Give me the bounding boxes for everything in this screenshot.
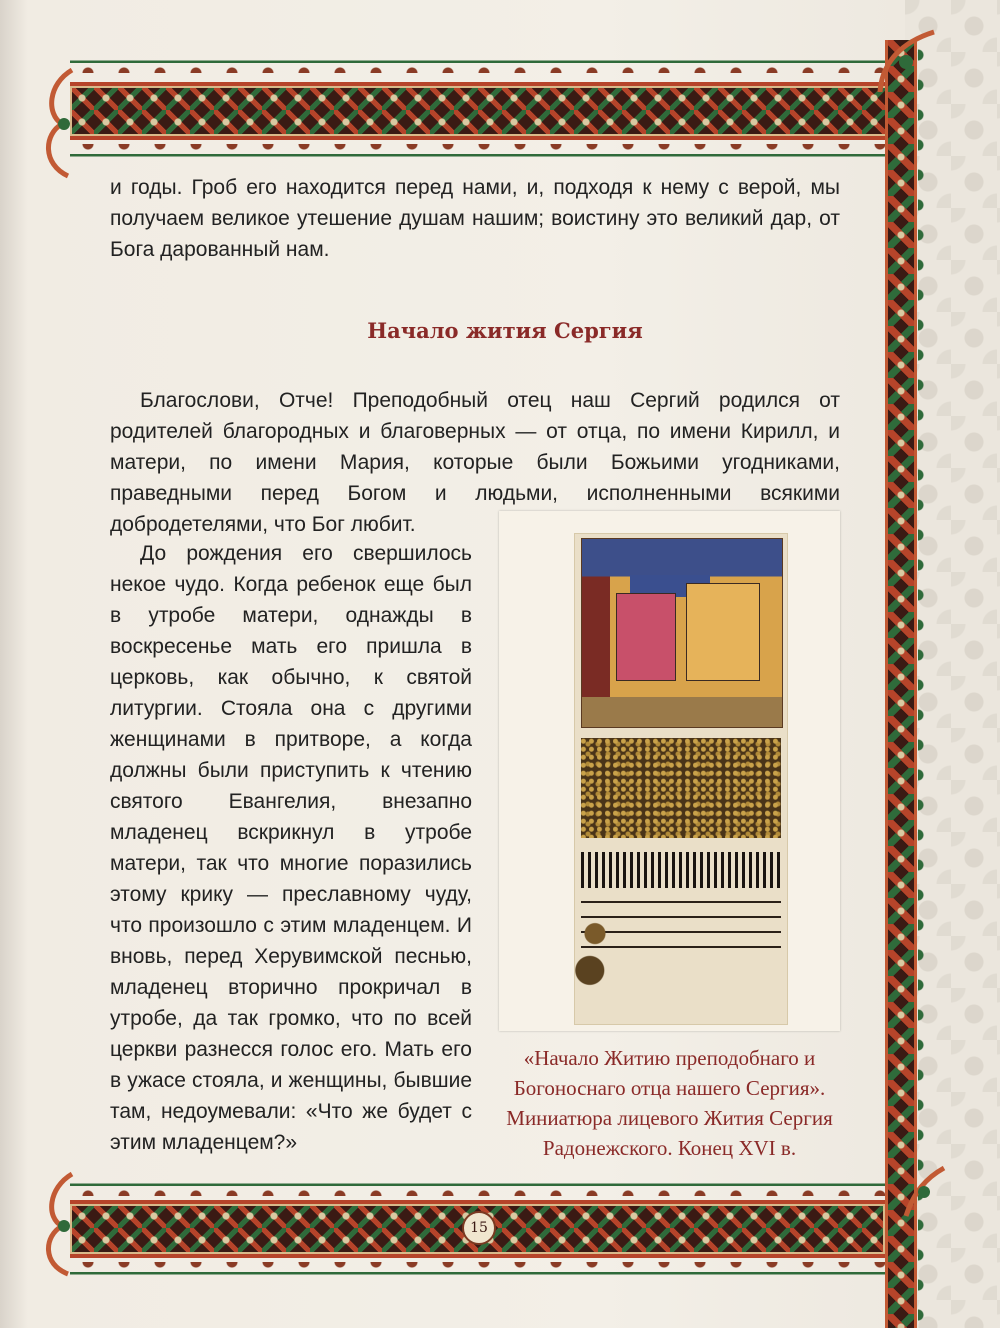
manuscript-illustration <box>499 511 840 1031</box>
miniature-painting <box>581 538 783 728</box>
manuscript-leaf <box>574 533 788 1025</box>
bottom-left-flourish-icon <box>28 1168 78 1280</box>
top-paragraph: и годы. Гроб его находится перед нами, и, подходя к нему с верой, мы получаем великое утешение душам нашим; воистину это великий дар, от Бога дарованный нам. <box>110 176 840 261</box>
top-left-flourish-icon <box>28 64 78 182</box>
right-ornamental-border <box>885 40 917 1328</box>
illustration-caption: «Начало Житию преподобнаго и Богоноснаго отца нашего Сергия». Миниатюра лицевого Жития Сергия Радонежского. Конец XVI в. <box>506 1046 833 1160</box>
bottom-border-fringe-lower <box>70 1262 885 1280</box>
top-border-fringe <box>70 55 905 73</box>
top-ornamental-border <box>70 82 905 140</box>
section-title: Начало жития Сергия <box>367 318 643 343</box>
right-border-fringe <box>918 40 934 1328</box>
top-border-fringe-lower <box>70 144 905 162</box>
paragraph-two: До рождения его свершилось некое чудо. Когда ребенок еще был в утробе матери, однажды в воскресенье мать его пришла в церковь, как обычно, к святой литургии. Стояла она с другими женщинами в притворе, а когда должны были приступить к чтению святого Евангелия, внезапно младенец вскрикнул в утробе матери, так что многие поразились этому крику — преславному чуду, что произошло с этим младенцем. И вновь, перед Херувимской песнью, младенец вторично прокричал в утробе, да так громко, что по всей церкви разнесся голос его. Мать его в ужасе стояла, и женщины, бывшие там, недоумевали: «Что же будет с этим младенцем?» <box>110 542 472 1154</box>
paragraph-one: Благослови, Отче! Преподобный отец наш Сергий родился от родителей благородных и благоверных — от отца, по имени Кирилл, и матери, по имени Мария, которые были Божьими угодниками, праведными перед Богом и людьми, исполненными всякими добродетелями, что Бог любит. <box>110 389 840 536</box>
top-right-flourish-icon <box>872 22 942 102</box>
page-number: 15 <box>462 1211 496 1245</box>
decorated-initial-letter <box>569 906 621 998</box>
gold-ornament-panel <box>581 738 781 838</box>
bottom-border-fringe <box>70 1178 885 1196</box>
bottom-right-flourish-icon <box>900 1162 950 1222</box>
